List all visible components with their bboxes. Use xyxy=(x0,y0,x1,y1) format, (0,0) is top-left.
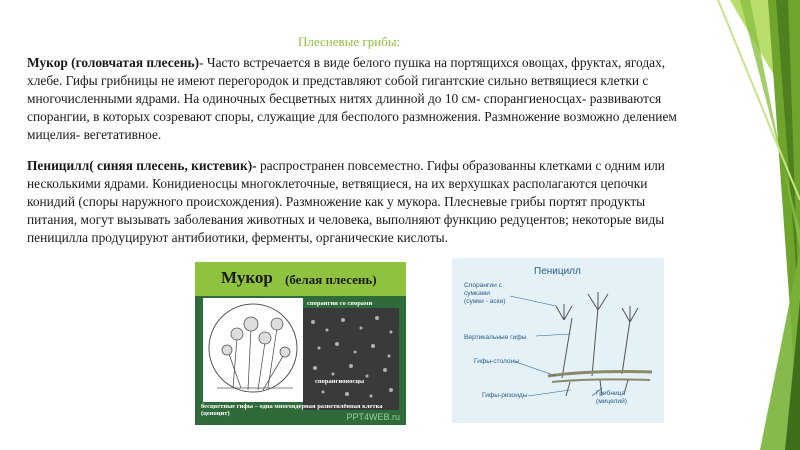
penicillium-label-mycelium-line1: Грибница xyxy=(596,390,626,397)
penicillium-label-mycelium xyxy=(596,390,627,406)
mucor-label-sporangia: спорангии со спорами xyxy=(307,300,373,307)
penicillium-label-vertical: Вертикальные гифы xyxy=(464,334,527,341)
penicillium-label-sporangia-line1: Спорангии с xyxy=(464,282,502,289)
mucor-sketch-icon xyxy=(203,298,303,402)
mucor-label-hyphae: бесцветные гифы – одна многоядерная разветвлённая клетка (ценоцит) xyxy=(201,403,383,417)
penicillium-label-rhizoids: Гифы-ризоиды xyxy=(482,392,528,399)
mucor-figure-title: Мукор xyxy=(221,268,273,287)
mucor-figure xyxy=(195,262,406,425)
penicillium-label-stolons: Гифы-столоны xyxy=(474,358,519,365)
penicillium-label-mycelium-line2: (мицелий) xyxy=(596,398,627,405)
mucor-photo-texture xyxy=(303,308,399,410)
mucor-label-stalks: спорангионосцы xyxy=(315,378,365,385)
penicillium-label-sporangia-line3: (сумки - аски) xyxy=(464,298,506,305)
mucor-paragraph xyxy=(27,54,692,144)
penicillium-figure xyxy=(452,258,664,423)
penicillium-heading: Пеницилл( синяя плесень, кистевик)- xyxy=(27,158,257,173)
slide-title: Плесневые грибы: xyxy=(298,34,401,49)
mucor-watermark: PPT4WEB.ru xyxy=(346,412,400,422)
penicillium-label-sporangia-line2: сумками xyxy=(464,290,490,297)
penicillium-label-sporangia xyxy=(464,282,505,306)
mucor-drawing xyxy=(203,298,303,402)
mucor-text: - Часто встречается в виде белого пушка на портящихся овощах, фруктах, ягодах, хлебе. Гифы грибницы не имеют перегородок и представляют собой гигантские сильно ветвящиеся клетки с многочисленными ядрами. На одиночных бесцветных нитях длинной до 10 см- спорангиеносцах- развиваются спорангии, в которых созревают споры, служащие для бесполого размножения. Размножение возможно делением мицелия- вегетативное. xyxy=(27,55,677,142)
mucor-figure-subtitle: (белая плесень) xyxy=(285,272,377,287)
penicillium-figure-title: Пеницилл xyxy=(534,266,581,277)
penicillium-paragraph xyxy=(27,157,692,247)
penicillium-text: распространен повсеместно. Гифы образованны клетками с одним или несколькими ядрами. Конидиеносцы многоклеточные, ветвящиеся, на их верхушках располагаются цепочки конидий (споры наружного происхождения). Размножение как у мукора. Плесневые грибы портят продукты питания, могут вызывать заболевания животных и человека, выполняют функцию редуцентов; некоторые виды пеницилла продуцируют антибиотики, ферменты, органические кислоты. xyxy=(27,158,665,245)
mucor-heading: Мукор (головчатая плесень) xyxy=(27,55,200,70)
mucor-photo xyxy=(303,308,399,410)
